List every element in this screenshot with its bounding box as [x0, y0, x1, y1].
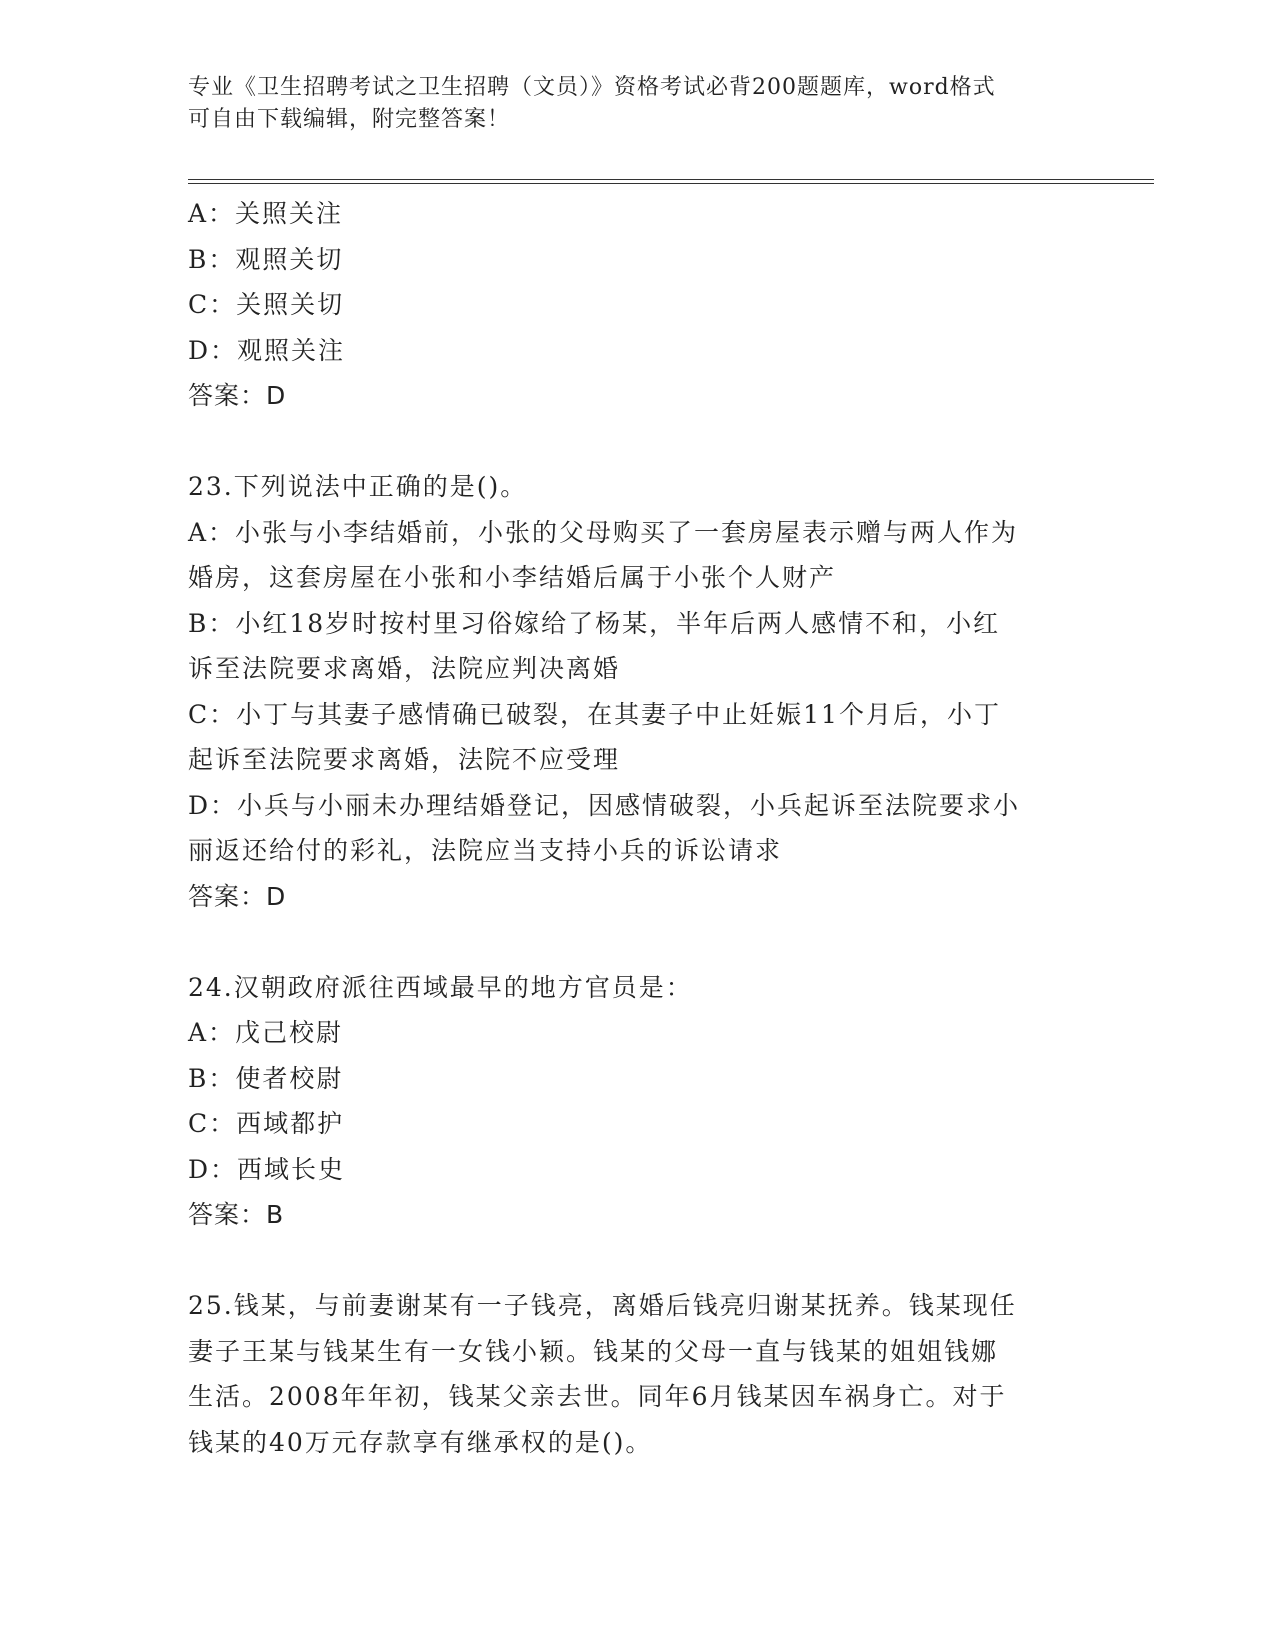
header-rule-bottom [188, 183, 1154, 184]
question-24 [188, 965, 1088, 1238]
option-c-continued: 起诉至法院要求离婚，法院不应受理 [188, 745, 621, 774]
option-a-continued: 婚房，这套房屋在小张和小李结婚后属于小张个人财产 [188, 563, 837, 592]
option-b: B：观照关切 [188, 244, 344, 274]
option-c: C：关照关切 [188, 290, 345, 319]
document-body [188, 191, 1088, 1465]
option-b-continued: 诉至法院要求离婚，法院应判决离婚 [188, 654, 621, 683]
option-a: A：关照关注 [188, 199, 344, 228]
question-stem-line-2: 妻子王某与钱某生有一女钱小颖。钱某的父母一直与钱某的姐姐钱娜 [188, 1336, 999, 1366]
question-stem: 24.汉朝政府派往西域最早的地方官员是： [188, 972, 693, 1002]
answer-label: 答案：D [188, 381, 287, 410]
option-d: D：小兵与小丽未办理结婚登记，因感情破裂，小兵起诉至法院要求小 [188, 790, 1021, 820]
spacer [188, 919, 1088, 965]
option-d: D：西域长史 [188, 1154, 346, 1184]
answer-label: 答案：B [188, 1200, 285, 1229]
question-23 [188, 464, 1088, 919]
option-c: C：小丁与其妻子感情确已破裂，在其妻子中止妊娠11个月后，小丁 [188, 699, 1001, 729]
option-a: A：小张与小李结婚前，小张的父母购买了一套房屋表示赠与两人作为 [188, 517, 1019, 547]
option-b: B：小红18岁时按村里习俗嫁给了杨某，半年后两人感情不和，小红 [188, 608, 1001, 638]
spacer [188, 419, 1088, 465]
question-stem-line-4: 钱某的40万元存款享有继承权的是()。 [188, 1427, 653, 1457]
option-d: D：观照关注 [188, 335, 346, 365]
option-d-continued: 丽返还给付的彩礼，法院应当支持小兵的诉讼请求 [188, 836, 783, 865]
question-stem-line-1: 25.钱某，与前妻谢某有一子钱亮，离婚后钱亮归谢某抚养。钱某现任 [188, 1291, 1017, 1320]
question-stem-line-3: 生活。2008年年初，钱某父亲去世。同年6月钱某因车祸身亡。对于 [188, 1382, 1007, 1411]
question-25 [188, 1283, 1088, 1465]
header-rule-top [188, 179, 1154, 180]
question-22-options [188, 191, 1088, 419]
header-line-1: 专业《卫生招聘考试之卫生招聘（文员）》资格考试必背200题题库，word格式 [188, 75, 996, 100]
option-c: C：西域都护 [188, 1109, 345, 1138]
question-stem: 23.下列说法中正确的是()。 [188, 472, 528, 501]
header-line-2: 可自由下载编辑，附完整答案！ [188, 107, 511, 132]
document-header [188, 72, 1068, 136]
option-b: B：使者校尉 [188, 1063, 344, 1093]
option-a: A：戊己校尉 [188, 1018, 344, 1047]
spacer [188, 1238, 1088, 1284]
answer-label: 答案：D [188, 881, 287, 911]
